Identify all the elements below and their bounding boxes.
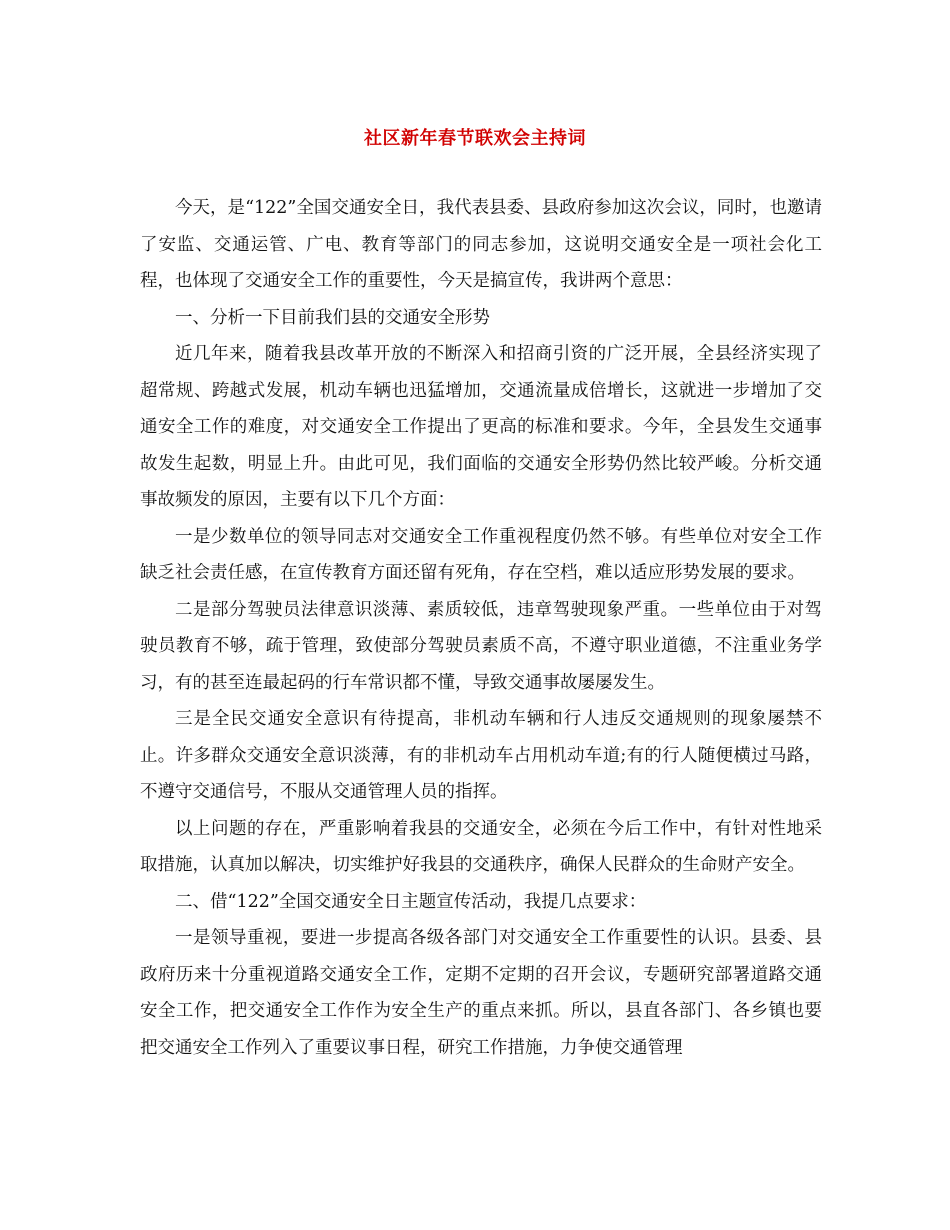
heading-section-1: 一、分析一下目前我们县的交通安全形势 [175,307,490,328]
paragraph-summary: 以上问题的存在，严重影响着我县的交通安全，必须在今后工作中，有针对性地采取措施，认真加以解决，切实维护好我县的交通秩序，确保人民群众的生命财产安全。 [140,818,822,875]
heading-section-2: 二、借“122”全国交通安全日主题宣传活动，我提几点要求： [175,891,647,912]
paragraph-cause-2: 二是部分驾驶员法律意识淡薄、素质较低，违章驾驶现象严重。一些单位由于对驾驶员教育不够，疏于管理，致使部分驾驶员素质不高，不遵守职业道德，不注重业务学习，有的甚至连最起码的行车常识都不懂，导致交通事故屡屡发生。 [140,599,822,693]
paragraph-cause-1: 一是少数单位的领导同志对交通安全工作重视程度仍然不够。有些单位对安全工作缺乏社会责任感，在宣传教育方面还留有死角，存在空档，难以适应形势发展的要求。 [140,526,822,583]
paragraph-situation: 近几年来，随着我县改革开放的不断深入和招商引资的广泛开展，全县经济实现了超常规、跨越式发展，机动车辆也迅猛增加，交通流量成倍增长，这就进一步增加了交通安全工作的难度，对交通安全工作提出了更高的标准和要求。今年，全县发生交通事故发生起数，明显上升。由此可见，我们面临的交通安全形势仍然比较严峻。分析交通事故频发的原因，主要有以下几个方面： [140,344,822,510]
paragraph-intro: 今天，是“122”全国交通安全日，我代表县委、县政府参加这次会议，同时，也邀请了安监、交通运管、广电、教育等部门的同志参加，这说明交通安全是一项社会化工程，也体现了交通安全工作的重要性，今天是搞宣传，我讲两个意思： [140,198,822,291]
paragraph-cause-3: 三是全民交通安全意识有待提高，非机动车辆和行人违反交通规则的现象屡禁不止。许多群众交通安全意识淡薄，有的非机动车占用机动车道;有的行人随便横过马路，不遵守交通信号，不服从交通管理人员的指挥。 [140,709,822,802]
document-body [140,190,822,1066]
paragraph-requirement-1: 一是领导重视，要进一步提高各级各部门对交通安全工作重要性的认识。县委、县政府历来十分重视道路交通安全工作，定期不定期的召开会议，专题研究部署道路交通安全工作，把交通安全工作作为安全生产的重点来抓。所以，县直各部门、各乡镇也要把交通安全工作列入了重要议事日程，研究工作措施，力争使交通管理 [140,928,822,1058]
document-title: 社区新年春节联欢会主持词 [364,128,586,149]
